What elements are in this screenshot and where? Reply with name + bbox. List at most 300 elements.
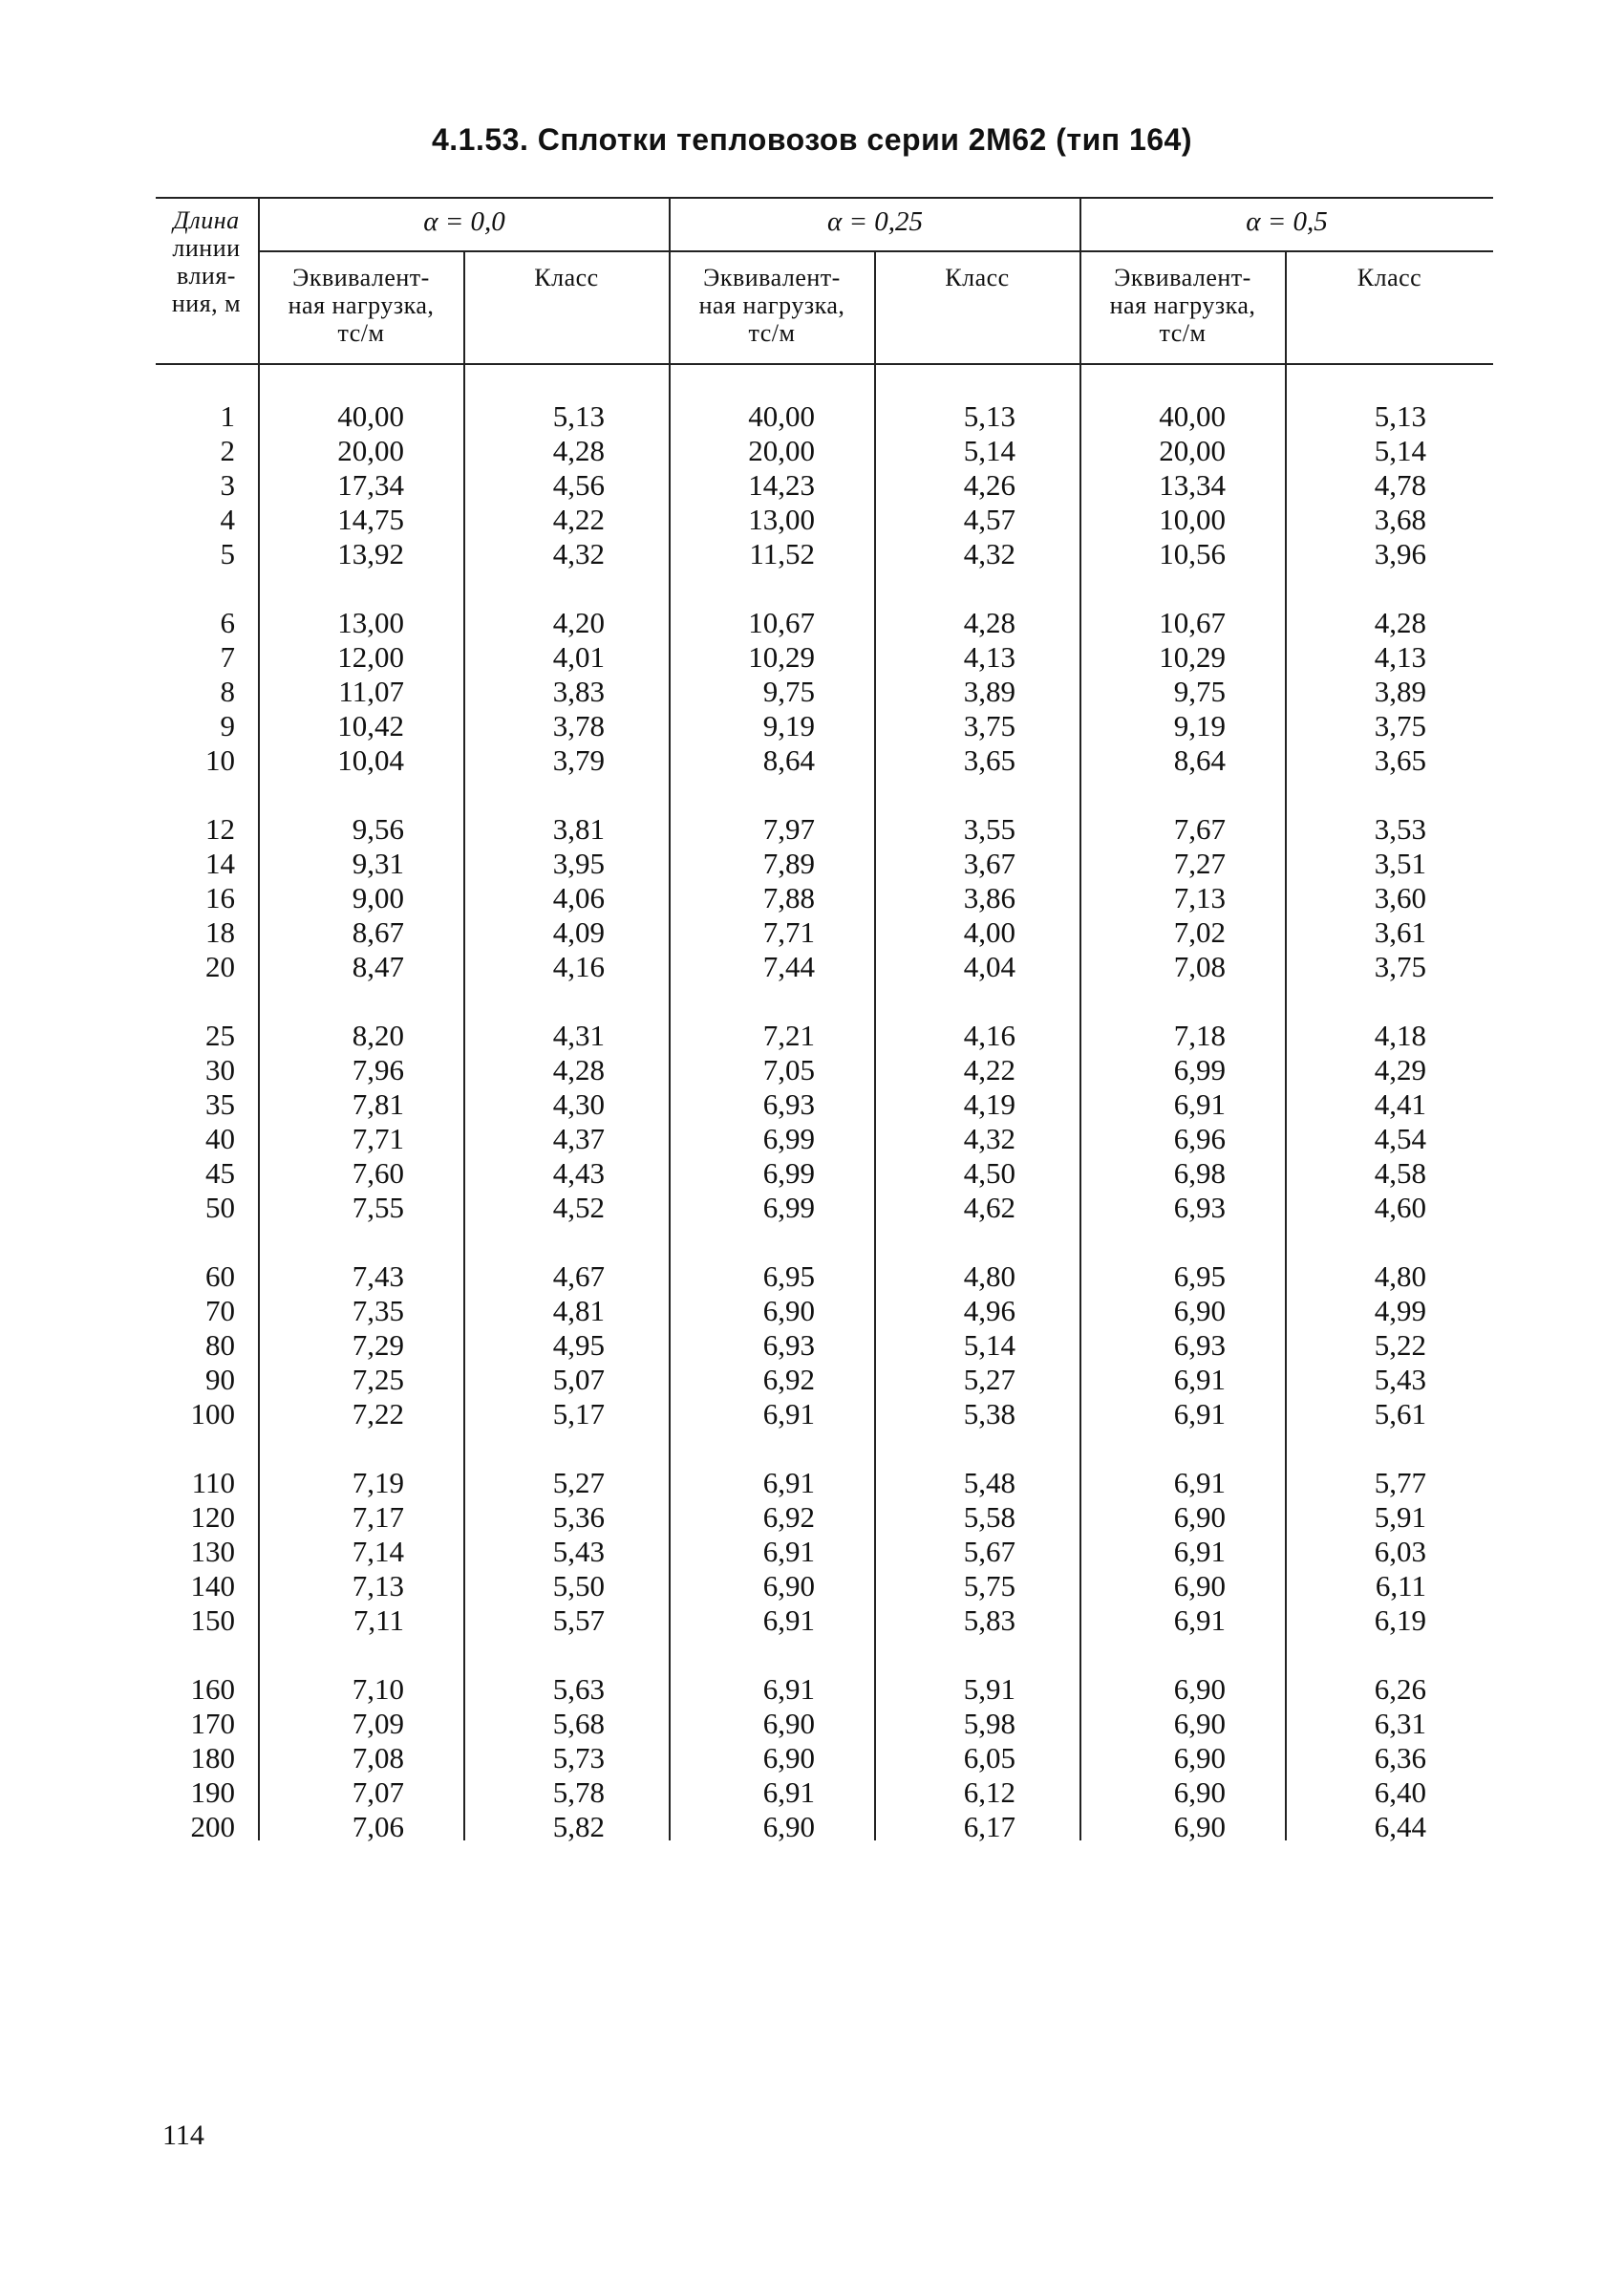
class-header-3: Класс xyxy=(1357,264,1422,291)
class-a0-cell: 5,78 xyxy=(552,1775,605,1809)
table-row xyxy=(156,1466,1493,1500)
load-a0-cell: 13,00 xyxy=(337,606,404,639)
class-a0-cell: 4,37 xyxy=(552,1122,605,1155)
length-cell: 16 xyxy=(205,881,235,914)
load-a05-cell: 6,99 xyxy=(1173,1053,1226,1086)
load-a025-cell: 6,93 xyxy=(762,1087,815,1121)
load-a0-cell: 7,10 xyxy=(352,1672,404,1706)
class-a025-cell: 3,75 xyxy=(963,709,1015,742)
length-cell: 25 xyxy=(205,1019,235,1052)
class-a0-cell: 4,16 xyxy=(552,950,605,983)
class-a025-cell: 5,13 xyxy=(963,399,1015,433)
class-a0-cell: 4,52 xyxy=(552,1191,605,1224)
class-a05-cell: 6,26 xyxy=(1374,1672,1426,1706)
load-a025-cell: 6,91 xyxy=(762,1397,815,1430)
load-a0-cell: 13,92 xyxy=(337,537,404,570)
class-a0-cell: 3,79 xyxy=(552,743,605,777)
table-row xyxy=(156,1741,1493,1775)
row-group xyxy=(156,1019,1493,1225)
table-row xyxy=(156,1569,1493,1603)
load-a0-cell: 7,08 xyxy=(352,1741,404,1775)
class-a0-cell: 5,50 xyxy=(552,1569,605,1602)
class-a0-cell: 3,83 xyxy=(552,675,605,708)
class-a025-cell: 4,04 xyxy=(963,950,1015,983)
data-table xyxy=(156,197,1493,1843)
table-row xyxy=(156,1087,1493,1122)
class-a0-cell: 4,95 xyxy=(552,1328,605,1362)
table-row xyxy=(156,812,1493,847)
load-a0-cell: 7,14 xyxy=(352,1535,404,1568)
table-row xyxy=(156,1053,1493,1087)
class-a05-cell: 3,96 xyxy=(1374,537,1426,570)
class-a05-cell: 5,77 xyxy=(1374,1466,1426,1499)
class-a05-cell: 6,40 xyxy=(1374,1775,1426,1809)
load-a025-cell: 13,00 xyxy=(748,503,815,536)
load-a05-cell: 6,91 xyxy=(1173,1603,1226,1637)
class-a0-cell: 5,27 xyxy=(552,1466,605,1499)
load-a025-cell: 6,99 xyxy=(762,1122,815,1155)
class-a025-cell: 3,65 xyxy=(963,743,1015,777)
table-title: 4.1.53. Сплотки тепловозов серии 2М62 (тип 164) xyxy=(431,122,1192,157)
load-a025-cell: 6,90 xyxy=(762,1707,815,1740)
class-a025-cell: 4,50 xyxy=(963,1156,1015,1190)
class-a0-cell: 5,68 xyxy=(552,1707,605,1740)
class-a0-cell: 4,67 xyxy=(552,1259,605,1293)
load-a0-cell: 10,04 xyxy=(337,743,404,777)
table-row xyxy=(156,1363,1493,1397)
class-a0-cell: 4,56 xyxy=(552,468,605,502)
table-row xyxy=(156,915,1493,950)
load-a025-cell: 10,29 xyxy=(748,640,815,674)
top-rule xyxy=(156,197,1493,199)
load-a0-cell: 11,07 xyxy=(338,675,404,708)
load-a0-cell: 7,96 xyxy=(352,1053,404,1086)
class-a025-cell: 5,91 xyxy=(963,1672,1015,1706)
table-row xyxy=(156,1672,1493,1707)
load-a0-cell: 10,42 xyxy=(337,709,404,742)
load-a05-cell: 20,00 xyxy=(1159,434,1226,467)
table-row xyxy=(156,503,1493,537)
load-a0-cell: 7,19 xyxy=(352,1466,404,1499)
load-a025-cell: 8,64 xyxy=(762,743,815,777)
length-cell: 7 xyxy=(220,640,235,674)
load-a0-cell: 7,09 xyxy=(352,1707,404,1740)
length-cell: 120 xyxy=(190,1500,235,1534)
class-a05-cell: 3,89 xyxy=(1374,675,1426,708)
alpha-025-header: α = 0,25 xyxy=(826,206,924,237)
class-a05-cell: 4,60 xyxy=(1374,1191,1426,1224)
class-a0-cell: 3,81 xyxy=(552,812,605,846)
load-a025-cell: 7,71 xyxy=(762,915,815,949)
load-a0-cell: 7,17 xyxy=(352,1500,404,1534)
class-a05-cell: 3,60 xyxy=(1374,881,1426,914)
class-a025-cell: 5,48 xyxy=(963,1466,1015,1499)
class-a05-cell: 4,41 xyxy=(1374,1087,1426,1121)
load-a025-cell: 9,19 xyxy=(762,709,815,742)
load-a025-cell: 6,91 xyxy=(762,1603,815,1637)
load-a025-cell: 7,97 xyxy=(762,812,815,846)
length-cell: 100 xyxy=(190,1397,235,1430)
length-cell: 14 xyxy=(205,847,235,880)
class-a05-cell: 4,28 xyxy=(1374,606,1426,639)
class-a0-cell: 4,01 xyxy=(552,640,605,674)
load-a0-cell: 7,06 xyxy=(352,1810,404,1843)
load-a025-cell: 6,99 xyxy=(762,1156,815,1190)
table-body xyxy=(156,399,1493,1879)
page-number: 114 xyxy=(162,2119,204,2151)
class-a05-cell: 6,31 xyxy=(1374,1707,1426,1740)
load-a0-cell: 9,56 xyxy=(352,812,404,846)
class-a025-cell: 5,14 xyxy=(963,1328,1015,1362)
class-a025-cell: 5,27 xyxy=(963,1363,1015,1396)
load-a025-cell: 6,92 xyxy=(762,1500,815,1534)
load-header-1: Эквивалент- ная нагрузка, тс/м xyxy=(288,264,435,347)
load-a05-cell: 7,13 xyxy=(1173,881,1226,914)
load-a025-cell: 7,21 xyxy=(762,1019,815,1052)
load-a0-cell: 8,67 xyxy=(352,915,404,949)
load-a025-cell: 7,88 xyxy=(762,881,815,914)
load-a025-cell: 6,95 xyxy=(762,1259,815,1293)
load-a05-cell: 6,91 xyxy=(1173,1466,1226,1499)
class-a05-cell: 5,61 xyxy=(1374,1397,1426,1430)
class-a05-cell: 3,75 xyxy=(1374,950,1426,983)
length-cell: 40 xyxy=(205,1122,235,1155)
load-a0-cell: 9,31 xyxy=(352,847,404,880)
class-a025-cell: 5,67 xyxy=(963,1535,1015,1568)
load-a05-cell: 7,18 xyxy=(1173,1019,1226,1052)
class-a05-cell: 4,29 xyxy=(1374,1053,1426,1086)
class-a025-cell: 4,32 xyxy=(963,537,1015,570)
load-a0-cell: 7,55 xyxy=(352,1191,404,1224)
table-row xyxy=(156,1397,1493,1431)
table-row xyxy=(156,1328,1493,1363)
table-row xyxy=(156,1259,1493,1294)
load-a025-cell: 6,91 xyxy=(762,1466,815,1499)
class-a0-cell: 3,78 xyxy=(552,709,605,742)
class-a05-cell: 3,65 xyxy=(1374,743,1426,777)
load-a0-cell: 17,34 xyxy=(337,468,404,502)
class-a0-cell: 4,28 xyxy=(552,1053,605,1086)
load-a025-cell: 7,89 xyxy=(762,847,815,880)
alpha-0-header: α = 0,0 xyxy=(423,206,505,237)
load-a0-cell: 7,22 xyxy=(352,1397,404,1430)
load-a05-cell: 13,34 xyxy=(1159,468,1226,502)
load-a05-cell: 40,00 xyxy=(1159,399,1226,433)
load-a05-cell: 6,96 xyxy=(1173,1122,1226,1155)
table-row xyxy=(156,1122,1493,1156)
load-a05-cell: 10,56 xyxy=(1159,537,1226,570)
table-row xyxy=(156,1707,1493,1741)
load-a05-cell: 7,67 xyxy=(1173,812,1226,846)
load-a025-cell: 6,90 xyxy=(762,1741,815,1775)
class-a0-cell: 5,82 xyxy=(552,1810,605,1843)
class-a025-cell: 4,62 xyxy=(963,1191,1015,1224)
class-a05-cell: 4,18 xyxy=(1374,1019,1426,1052)
length-cell: 80 xyxy=(205,1328,235,1362)
load-a05-cell: 9,19 xyxy=(1173,709,1226,742)
row-group xyxy=(156,1466,1493,1638)
length-cell: 10 xyxy=(205,743,235,777)
class-a025-cell: 4,22 xyxy=(963,1053,1015,1086)
load-a0-cell: 12,00 xyxy=(337,640,404,674)
length-header: Длина линии влия- ния, м xyxy=(171,206,242,317)
table-row xyxy=(156,1810,1493,1844)
class-a025-cell: 5,75 xyxy=(963,1569,1015,1602)
class-a025-cell: 5,83 xyxy=(963,1603,1015,1637)
class-a0-cell: 4,06 xyxy=(552,881,605,914)
class-a05-cell: 4,78 xyxy=(1374,468,1426,502)
load-a05-cell: 6,90 xyxy=(1173,1775,1226,1809)
class-a0-cell: 5,13 xyxy=(552,399,605,433)
class-a05-cell: 3,61 xyxy=(1374,915,1426,949)
table-row xyxy=(156,1535,1493,1569)
length-cell: 60 xyxy=(205,1259,235,1293)
table-row xyxy=(156,1294,1493,1328)
class-a0-cell: 4,32 xyxy=(552,537,605,570)
class-a025-cell: 3,89 xyxy=(963,675,1015,708)
class-a05-cell: 5,22 xyxy=(1374,1328,1426,1362)
load-a025-cell: 6,92 xyxy=(762,1363,815,1396)
length-cell: 2 xyxy=(220,434,235,467)
table-row xyxy=(156,847,1493,881)
load-a025-cell: 6,91 xyxy=(762,1775,815,1809)
class-a025-cell: 6,17 xyxy=(963,1810,1015,1843)
length-cell: 9 xyxy=(220,709,235,742)
class-a025-cell: 6,05 xyxy=(963,1741,1015,1775)
table-row xyxy=(156,468,1493,503)
load-a025-cell: 11,52 xyxy=(749,537,815,570)
class-a05-cell: 6,11 xyxy=(1375,1569,1426,1602)
load-a05-cell: 6,91 xyxy=(1173,1087,1226,1121)
class-a0-cell: 4,81 xyxy=(552,1294,605,1327)
class-a0-cell: 5,73 xyxy=(552,1741,605,1775)
load-a025-cell: 7,05 xyxy=(762,1053,815,1086)
table-row xyxy=(156,675,1493,709)
class-a0-cell: 4,22 xyxy=(552,503,605,536)
load-a05-cell: 6,90 xyxy=(1173,1500,1226,1534)
load-a0-cell: 7,35 xyxy=(352,1294,404,1327)
load-a05-cell: 7,08 xyxy=(1173,950,1226,983)
load-header-2: Эквивалент- ная нагрузка, тс/м xyxy=(698,264,845,347)
load-a05-cell: 6,90 xyxy=(1173,1294,1226,1327)
row-group xyxy=(156,812,1493,984)
load-a025-cell: 6,90 xyxy=(762,1294,815,1327)
class-a025-cell: 5,98 xyxy=(963,1707,1015,1740)
length-cell: 4 xyxy=(220,503,235,536)
class-a05-cell: 6,44 xyxy=(1374,1810,1426,1843)
class-a0-cell: 5,63 xyxy=(552,1672,605,1706)
length-cell: 160 xyxy=(190,1672,235,1706)
class-a05-cell: 4,13 xyxy=(1374,640,1426,674)
class-a0-cell: 5,57 xyxy=(552,1603,605,1637)
class-a05-cell: 4,58 xyxy=(1374,1156,1426,1190)
length-cell: 35 xyxy=(205,1087,235,1121)
class-a05-cell: 5,43 xyxy=(1374,1363,1426,1396)
class-header-1: Класс xyxy=(534,264,599,291)
class-a05-cell: 5,91 xyxy=(1374,1500,1426,1534)
table-row xyxy=(156,399,1493,434)
load-a0-cell: 9,00 xyxy=(352,881,404,914)
load-a05-cell: 6,90 xyxy=(1173,1569,1226,1602)
header-bottom-rule xyxy=(156,363,1493,365)
table-row xyxy=(156,950,1493,984)
class-a05-cell: 4,99 xyxy=(1374,1294,1426,1327)
length-cell: 8 xyxy=(220,675,235,708)
load-a025-cell: 6,93 xyxy=(762,1328,815,1362)
load-a0-cell: 7,60 xyxy=(352,1156,404,1190)
load-a05-cell: 6,90 xyxy=(1173,1672,1226,1706)
table-row xyxy=(156,640,1493,675)
length-cell: 190 xyxy=(190,1775,235,1809)
class-a025-cell: 4,19 xyxy=(963,1087,1015,1121)
class-a0-cell: 4,20 xyxy=(552,606,605,639)
row-group xyxy=(156,1259,1493,1431)
table-row xyxy=(156,1156,1493,1191)
class-a025-cell: 3,86 xyxy=(963,881,1015,914)
load-a025-cell: 6,91 xyxy=(762,1672,815,1706)
load-a05-cell: 10,67 xyxy=(1159,606,1226,639)
load-a0-cell: 7,29 xyxy=(352,1328,404,1362)
class-a05-cell: 3,51 xyxy=(1374,847,1426,880)
length-cell: 130 xyxy=(190,1535,235,1568)
load-a025-cell: 6,90 xyxy=(762,1569,815,1602)
load-a05-cell: 6,91 xyxy=(1173,1535,1226,1568)
load-a05-cell: 6,93 xyxy=(1173,1328,1226,1362)
class-a05-cell: 6,03 xyxy=(1374,1535,1426,1568)
class-a025-cell: 4,96 xyxy=(963,1294,1015,1327)
table-row xyxy=(156,537,1493,571)
table-row xyxy=(156,881,1493,915)
class-a025-cell: 3,55 xyxy=(963,812,1015,846)
load-a0-cell: 7,13 xyxy=(352,1569,404,1602)
load-a025-cell: 7,44 xyxy=(762,950,815,983)
load-a025-cell: 20,00 xyxy=(748,434,815,467)
table-row xyxy=(156,709,1493,743)
load-a0-cell: 40,00 xyxy=(337,399,404,433)
class-a025-cell: 5,58 xyxy=(963,1500,1015,1534)
length-cell: 200 xyxy=(190,1810,235,1843)
table-row xyxy=(156,606,1493,640)
row-group xyxy=(156,399,1493,571)
length-cell: 12 xyxy=(205,812,235,846)
length-cell: 45 xyxy=(205,1156,235,1190)
class-a05-cell: 4,80 xyxy=(1374,1259,1426,1293)
class-header-2: Класс xyxy=(945,264,1010,291)
load-a05-cell: 6,90 xyxy=(1173,1810,1226,1843)
load-a025-cell: 10,67 xyxy=(748,606,815,639)
length-cell: 110 xyxy=(191,1466,235,1499)
load-a05-cell: 6,91 xyxy=(1173,1397,1226,1430)
class-a05-cell: 5,14 xyxy=(1374,434,1426,467)
length-cell: 1 xyxy=(220,399,235,433)
length-cell: 3 xyxy=(220,468,235,502)
class-a025-cell: 4,16 xyxy=(963,1019,1015,1052)
class-a025-cell: 3,67 xyxy=(963,847,1015,880)
length-cell: 20 xyxy=(205,950,235,983)
class-a0-cell: 3,95 xyxy=(552,847,605,880)
class-a05-cell: 6,19 xyxy=(1374,1603,1426,1637)
class-a025-cell: 4,13 xyxy=(963,640,1015,674)
table-row xyxy=(156,1019,1493,1053)
load-a0-cell: 7,11 xyxy=(353,1603,404,1637)
table-row xyxy=(156,1775,1493,1810)
load-a05-cell: 7,02 xyxy=(1173,915,1226,949)
load-a05-cell: 6,98 xyxy=(1173,1156,1226,1190)
class-a0-cell: 5,43 xyxy=(552,1535,605,1568)
class-a05-cell: 3,53 xyxy=(1374,812,1426,846)
load-a05-cell: 6,91 xyxy=(1173,1363,1226,1396)
load-a05-cell: 8,64 xyxy=(1173,743,1226,777)
load-a05-cell: 9,75 xyxy=(1173,675,1226,708)
class-a025-cell: 4,28 xyxy=(963,606,1015,639)
class-a0-cell: 5,07 xyxy=(552,1363,605,1396)
length-cell: 5 xyxy=(220,537,235,570)
table-row xyxy=(156,1500,1493,1535)
length-cell: 170 xyxy=(190,1707,235,1740)
class-a025-cell: 5,38 xyxy=(963,1397,1015,1430)
class-a025-cell: 4,57 xyxy=(963,503,1015,536)
load-a05-cell: 6,90 xyxy=(1173,1707,1226,1740)
length-cell: 150 xyxy=(190,1603,235,1637)
load-a0-cell: 7,25 xyxy=(352,1363,404,1396)
table-row xyxy=(156,1603,1493,1638)
load-a0-cell: 8,20 xyxy=(352,1019,404,1052)
load-a025-cell: 40,00 xyxy=(748,399,815,433)
class-a025-cell: 5,14 xyxy=(963,434,1015,467)
class-a025-cell: 4,00 xyxy=(963,915,1015,949)
class-a025-cell: 6,12 xyxy=(963,1775,1015,1809)
class-a025-cell: 4,26 xyxy=(963,468,1015,502)
load-a0-cell: 20,00 xyxy=(337,434,404,467)
class-a0-cell: 4,43 xyxy=(552,1156,605,1190)
table-row xyxy=(156,434,1493,468)
load-a05-cell: 7,27 xyxy=(1173,847,1226,880)
length-cell: 50 xyxy=(205,1191,235,1224)
class-a0-cell: 4,30 xyxy=(552,1087,605,1121)
alpha-rule xyxy=(259,250,1493,252)
class-a05-cell: 3,75 xyxy=(1374,709,1426,742)
class-a025-cell: 4,32 xyxy=(963,1122,1015,1155)
class-a0-cell: 4,28 xyxy=(552,434,605,467)
class-a0-cell: 5,17 xyxy=(552,1397,605,1430)
class-a05-cell: 6,36 xyxy=(1374,1741,1426,1775)
row-group xyxy=(156,1672,1493,1844)
class-a0-cell: 5,36 xyxy=(552,1500,605,1534)
alpha-05-header: α = 0,5 xyxy=(1246,206,1328,237)
length-cell: 180 xyxy=(190,1741,235,1775)
row-group xyxy=(156,606,1493,778)
load-a025-cell: 6,90 xyxy=(762,1810,815,1843)
class-a0-cell: 4,31 xyxy=(552,1019,605,1052)
length-cell: 18 xyxy=(205,915,235,949)
load-header-3: Эквивалент- ная нагрузка, тс/м xyxy=(1109,264,1256,347)
length-cell: 70 xyxy=(205,1294,235,1327)
table-row xyxy=(156,1191,1493,1225)
length-cell: 30 xyxy=(205,1053,235,1086)
load-a0-cell: 7,07 xyxy=(352,1775,404,1809)
class-a0-cell: 4,09 xyxy=(552,915,605,949)
class-a05-cell: 4,54 xyxy=(1374,1122,1426,1155)
load-a05-cell: 6,93 xyxy=(1173,1191,1226,1224)
length-cell: 90 xyxy=(205,1363,235,1396)
load-a0-cell: 7,43 xyxy=(352,1259,404,1293)
class-a025-cell: 4,80 xyxy=(963,1259,1015,1293)
load-a0-cell: 8,47 xyxy=(352,950,404,983)
class-a05-cell: 3,68 xyxy=(1374,503,1426,536)
load-a025-cell: 6,99 xyxy=(762,1191,815,1224)
load-a025-cell: 14,23 xyxy=(748,468,815,502)
load-a05-cell: 10,29 xyxy=(1159,640,1226,674)
